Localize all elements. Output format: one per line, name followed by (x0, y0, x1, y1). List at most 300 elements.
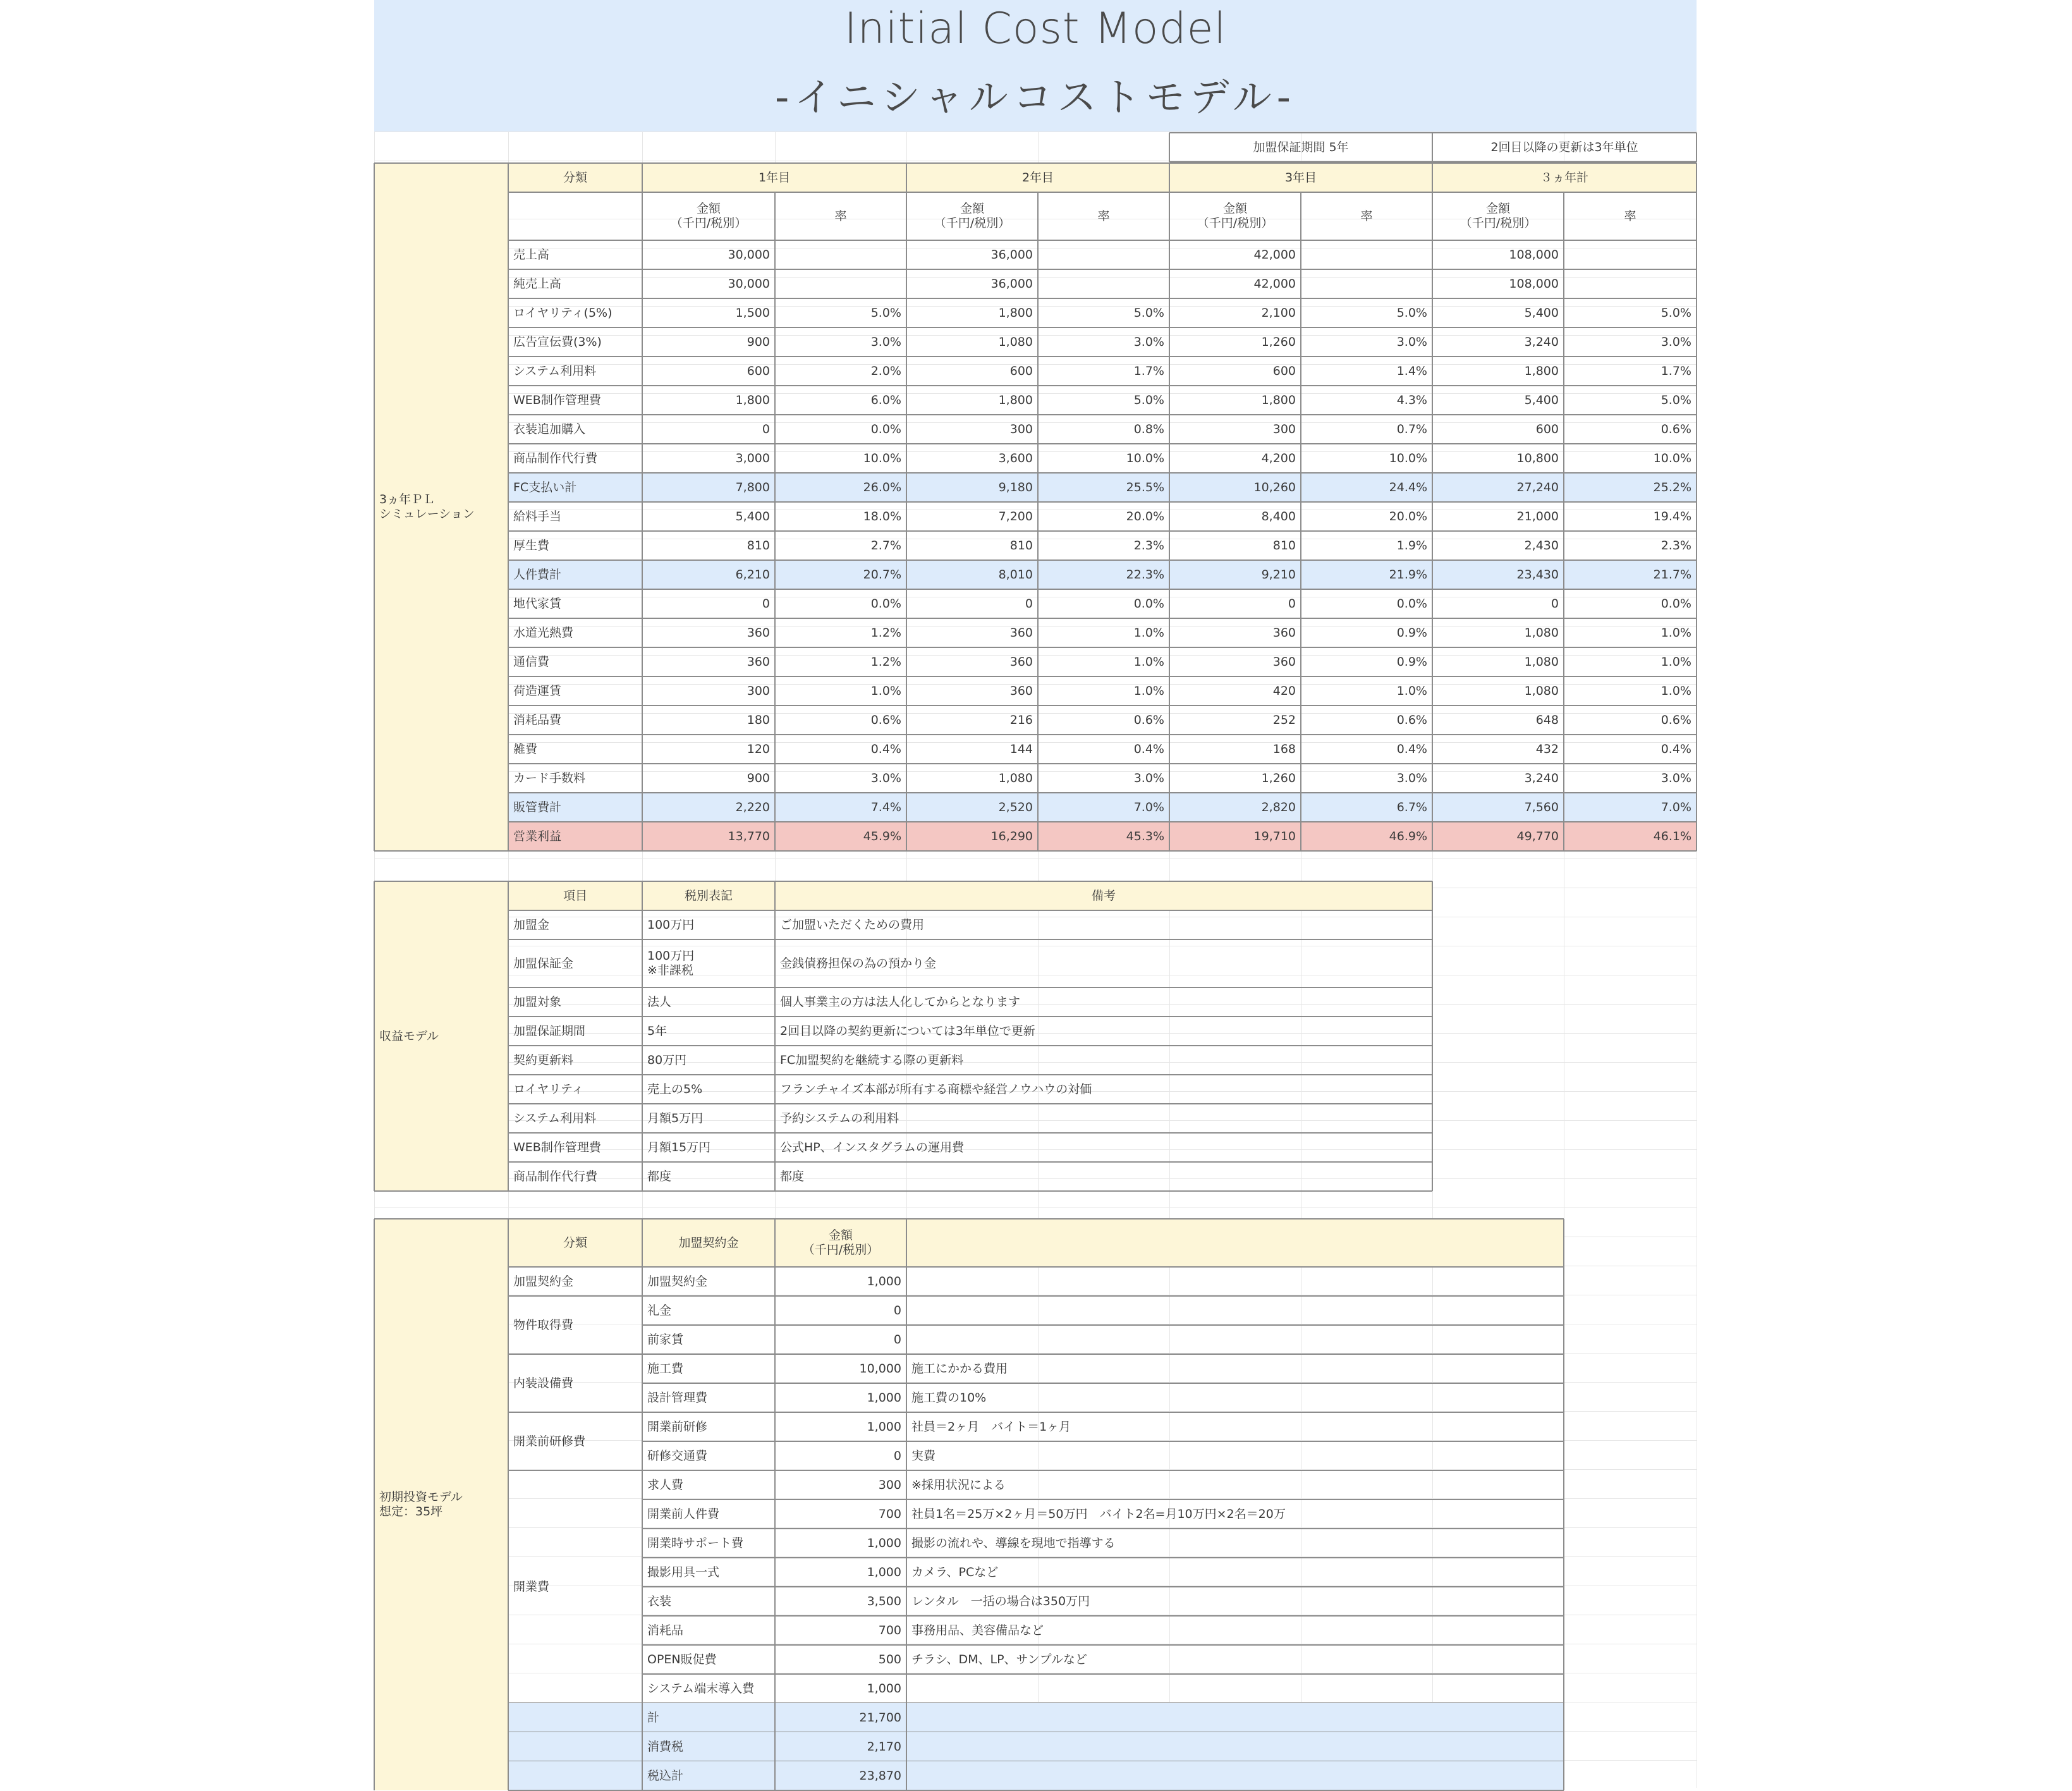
revenue-row-remarks: 公式HP、インスタグラムの運用費 (780, 1140, 964, 1154)
pl-amount-cell: 216 (1009, 712, 1033, 727)
pl-header-amount: 金額 （千円/税別） (1460, 202, 1537, 230)
pl-rate-cell: 5.0% (1396, 305, 1427, 320)
cell-border (1169, 163, 1170, 851)
pl-header-rate: 率 (834, 209, 847, 223)
cell-border (508, 850, 1697, 852)
investment-note: カメラ、PCなど (911, 1565, 999, 1579)
pl-amount-cell: 2,100 (1261, 305, 1296, 320)
cell-border (374, 850, 508, 852)
investment-note: レンタル 一括の場合は350万円 (911, 1594, 1090, 1608)
pl-amount-cell: 3,240 (1524, 771, 1559, 785)
cell-border (374, 1218, 1564, 1219)
cell-border (508, 734, 1697, 735)
pl-amount-cell: 810 (1009, 538, 1033, 553)
revenue-row-tax: 100万円 ※非課税 (647, 949, 695, 977)
investment-note: 施工費の10% (911, 1390, 987, 1405)
pl-row-label: 売上高 (513, 247, 550, 262)
investment-total-amount: 21,700 (859, 1710, 901, 1725)
pl-header-rate: 率 (1097, 209, 1110, 223)
revenue-row-tax: 法人 (647, 994, 672, 1009)
pl-amount-cell: 1,080 (998, 334, 1033, 349)
pl-rate-cell: 1.0% (870, 683, 901, 698)
note-guarantee-period: 加盟保証期間 5年 (1253, 140, 1349, 154)
pl-rate-cell (1301, 240, 1432, 269)
pl-amount-cell: 900 (747, 334, 770, 349)
pl-rate-cell: 6.7% (1396, 800, 1427, 814)
pl-amount-cell: 180 (747, 712, 770, 727)
pl-rate-cell: 0.4% (1396, 742, 1427, 756)
pl-rate-cell: 3.0% (1396, 334, 1427, 349)
pl-rate-cell: 5.0% (870, 305, 901, 320)
pl-amount-cell: 0 (1551, 596, 1559, 611)
investment-note: 社員＝2ヶ月 バイト＝1ヶ月 (911, 1419, 1071, 1434)
pl-rate-cell: 2.3% (1661, 538, 1691, 553)
page-title: Initial Cost Model (844, 4, 1227, 54)
cell-border (508, 240, 1697, 241)
cell-border (906, 163, 907, 851)
pl-amount-cell: 600 (1535, 422, 1559, 436)
pl-rate-cell: 21.9% (1389, 567, 1427, 582)
pl-rate-cell: 25.5% (1126, 480, 1164, 494)
cell-border (508, 618, 1697, 619)
pl-amount-cell: 300 (1272, 422, 1296, 436)
pl-amount-cell: 432 (1535, 742, 1559, 756)
investment-section-label: 初期投資モデル 想定：35坪 (379, 1490, 463, 1519)
cell-border (374, 1190, 508, 1192)
pl-row-label: 給料手当 (513, 509, 562, 523)
pl-amount-cell: 360 (1272, 654, 1296, 669)
investment-header-amount: 金額 （千円/税別） (802, 1228, 879, 1257)
pl-row-label: WEB制作管理費 (513, 393, 601, 407)
revenue-row-item: 加盟保証期間 (513, 1024, 586, 1038)
pl-row-label: ロイヤリティ(5%) (513, 305, 612, 320)
pl-rate-cell: 10.0% (1653, 451, 1691, 465)
pl-rate-cell: 10.0% (1126, 451, 1164, 465)
pl-row-label: 地代家賃 (513, 596, 562, 611)
pl-amount-cell: 3,600 (998, 451, 1033, 465)
pl-amount-cell: 16,290 (990, 829, 1033, 843)
investment-group-name: 開業費 (513, 1579, 550, 1594)
pl-rate-cell: 1.0% (1133, 625, 1164, 640)
pl-rate-cell: 22.3% (1126, 567, 1164, 582)
investment-amount: 0 (893, 1448, 901, 1463)
pl-amount-cell: 252 (1272, 712, 1296, 727)
cell-border (508, 821, 1697, 822)
pl-rate-cell: 46.9% (1389, 829, 1427, 843)
investment-item: 施工費 (647, 1361, 684, 1376)
investment-item: 加盟契約金 (647, 1274, 708, 1288)
cell-border (508, 763, 1697, 764)
pl-amount-cell: 600 (1009, 364, 1033, 378)
cell-border (508, 269, 1697, 270)
pl-row-label: 通信費 (513, 654, 550, 669)
pl-amount-cell: 120 (747, 742, 770, 756)
investment-amount: 1,000 (867, 1565, 901, 1579)
pl-amount-cell: 8,400 (1261, 509, 1296, 523)
cell-border (508, 792, 1697, 793)
cell-border (508, 676, 1697, 677)
pl-amount-cell: 1,260 (1261, 771, 1296, 785)
page-subtitle: -イニシャルコストモデル- (775, 74, 1296, 120)
investment-note: ※採用状況による (911, 1477, 1006, 1492)
revenue-row-tax: 100万円 (647, 917, 695, 932)
investment-amount: 300 (878, 1477, 901, 1492)
pl-amount-cell: 1,080 (1524, 654, 1559, 669)
revenue-row-tax: 80万円 (647, 1053, 687, 1067)
pl-amount-cell: 144 (1009, 742, 1033, 756)
cell-border (642, 1219, 643, 1790)
cell-border (508, 327, 1697, 328)
pl-rate-cell: 1.7% (1133, 364, 1164, 378)
pl-row-label: 水道光熱費 (513, 625, 574, 640)
pl-rate-cell: 20.0% (1389, 509, 1427, 523)
pl-rate-cell: 1.0% (1396, 683, 1427, 698)
pl-section-label: 3ヵ年ＰＬ シミュレーション (379, 492, 475, 521)
pl-amount-cell: 19,710 (1253, 829, 1296, 843)
pl-rate-cell: 1.0% (1661, 683, 1691, 698)
pl-rate-cell: 0.0% (1133, 596, 1164, 611)
cell-border (508, 559, 1697, 561)
pl-row-label: カード手数料 (513, 771, 586, 785)
pl-amount-cell: 810 (1272, 538, 1296, 553)
investment-total-label: 消費税 (647, 1739, 684, 1754)
pl-amount-cell: 360 (1009, 654, 1033, 669)
investment-note (906, 1267, 1564, 1296)
pl-amount-cell: 1,080 (1524, 625, 1559, 640)
pl-amount-cell: 1,080 (1524, 683, 1559, 698)
investment-amount: 700 (878, 1507, 901, 1521)
pl-amount-cell: 7,560 (1524, 800, 1559, 814)
investment-amount: 1,000 (867, 1390, 901, 1405)
cell-border (508, 647, 1697, 648)
pl-amount-cell: 0 (762, 422, 770, 436)
pl-amount-cell: 9,210 (1261, 567, 1296, 582)
pl-amount-cell: 1,800 (1524, 364, 1559, 378)
cell-border (508, 530, 1697, 532)
pl-row-label: システム利用料 (513, 364, 597, 378)
pl-rate-cell: 2.3% (1133, 538, 1164, 553)
investment-total-amount: 2,170 (867, 1739, 901, 1754)
pl-rate-cell: 0.6% (1396, 712, 1427, 727)
pl-row-label: 営業利益 (513, 829, 562, 843)
pl-rate-cell (775, 269, 906, 298)
pl-amount-cell: 360 (1272, 625, 1296, 640)
pl-amount-cell: 9,180 (998, 480, 1033, 494)
revenue-header-remarks: 備考 (1091, 888, 1116, 903)
revenue-row-item: WEB制作管理費 (513, 1140, 601, 1154)
investment-note: 事務用品、美容備品など (911, 1623, 1044, 1637)
pl-rate-cell: 1.2% (870, 654, 901, 669)
pl-amount-cell: 1,800 (998, 305, 1033, 320)
investment-header-category: 分類 (563, 1235, 587, 1250)
pl-rate-cell: 5.0% (1133, 393, 1164, 407)
pl-row-label: 商品制作代行費 (513, 451, 598, 465)
pl-rate-cell: 4.3% (1396, 393, 1427, 407)
investment-item: 開業前人件費 (647, 1507, 720, 1521)
pl-amount-cell: 600 (1272, 364, 1296, 378)
cell-border (642, 881, 643, 1191)
pl-amount-cell: 600 (747, 364, 770, 378)
pl-amount-cell: 168 (1272, 742, 1296, 756)
pl-row-label: 消耗品費 (513, 712, 562, 727)
pl-rate-cell: 46.1% (1653, 829, 1691, 843)
cell-border (508, 1190, 1432, 1192)
pl-rate-cell: 0.8% (1133, 422, 1164, 436)
pl-rate-cell: 1.0% (1661, 625, 1691, 640)
pl-rate-cell: 0.4% (1661, 742, 1691, 756)
cell-border (1432, 163, 1433, 851)
pl-header-year1: 1年目 (758, 170, 791, 185)
pl-rate-cell: 10.0% (863, 451, 901, 465)
pl-rate-cell: 0.9% (1396, 625, 1427, 640)
pl-amount-cell: 27,240 (1516, 480, 1559, 494)
pl-rate-cell (1038, 240, 1169, 269)
pl-rate-cell: 0.0% (870, 422, 901, 436)
pl-amount-cell: 0 (1025, 596, 1033, 611)
pl-amount-cell: 30,000 (728, 247, 770, 262)
pl-rate-cell: 3.0% (1661, 334, 1691, 349)
revenue-section-label: 収益モデル (379, 1029, 439, 1043)
pl-amount-cell: 2,820 (1261, 800, 1296, 814)
cell-border (508, 881, 509, 1191)
cell-border (508, 298, 1697, 299)
pl-header-rate: 率 (1624, 209, 1636, 223)
revenue-row-remarks: 都度 (780, 1169, 805, 1183)
pl-header-total: ３ヵ年計 (1540, 170, 1588, 185)
cell-border (1432, 133, 1433, 162)
cell-border (374, 1219, 375, 1790)
investment-item: 衣装 (647, 1594, 672, 1608)
pl-rate-cell: 0.6% (1133, 712, 1164, 727)
pl-row-label: 広告宣伝費(3%) (513, 334, 602, 349)
revenue-row-remarks: FC加盟契約を継続する際の更新料 (780, 1053, 964, 1067)
pl-rate-cell: 1.0% (1133, 654, 1164, 669)
investment-total-amount: 23,870 (859, 1768, 901, 1783)
cell-border (774, 192, 776, 851)
cell-border (508, 163, 509, 851)
pl-row-label: 人件費計 (513, 567, 562, 582)
pl-rate-cell: 3.0% (870, 771, 901, 785)
cell-border (508, 414, 1697, 415)
revenue-row-tax: 月額15万円 (647, 1140, 711, 1154)
pl-rate-cell (1564, 269, 1697, 298)
investment-item: 開業前研修 (647, 1419, 708, 1434)
pl-amount-cell: 6,210 (735, 567, 770, 582)
pl-amount-cell: 1,260 (1261, 334, 1296, 349)
pl-amount-cell: 4,200 (1261, 451, 1296, 465)
investment-item: システム端末導入費 (647, 1681, 755, 1696)
cell-border (374, 881, 375, 1191)
investment-group-name: 開業前研修費 (513, 1434, 586, 1448)
pl-amount-cell: 108,000 (1509, 276, 1559, 291)
pl-amount-cell: 1,080 (998, 771, 1033, 785)
cell-border (1037, 192, 1039, 851)
pl-rate-cell (1301, 269, 1432, 298)
pl-rate-cell: 0.0% (1396, 596, 1427, 611)
cell-border (1169, 133, 1170, 162)
investment-amount: 1,000 (867, 1419, 901, 1434)
pl-row-label: 荷造運賃 (513, 683, 562, 698)
pl-rate-cell (775, 240, 906, 269)
pl-amount-cell: 8,010 (998, 567, 1033, 582)
pl-rate-cell: 0.4% (870, 742, 901, 756)
pl-rate-cell: 1.2% (870, 625, 901, 640)
pl-rate-cell: 0.0% (1661, 596, 1691, 611)
revenue-row-item: 商品制作代行費 (513, 1169, 598, 1183)
pl-header-amount: 金額 （千円/税別） (1197, 202, 1274, 230)
cell-border (508, 443, 1697, 444)
pl-rate-cell: 7.0% (1133, 800, 1164, 814)
cell-border (1432, 881, 1433, 1191)
revenue-row-remarks: 金銭債務担保の為の預かり金 (780, 956, 937, 970)
investment-amount: 10,000 (859, 1361, 901, 1376)
pl-amount-cell: 42,000 (1253, 247, 1296, 262)
investment-item: 礼金 (647, 1303, 672, 1317)
pl-amount-cell: 13,770 (728, 829, 770, 843)
investment-total-label: 計 (647, 1710, 660, 1725)
revenue-row-tax: 売上の5% (647, 1082, 703, 1096)
title-banner (374, 0, 1697, 131)
pl-amount-cell: 7,800 (735, 480, 770, 494)
pl-rate-cell: 5.0% (1661, 393, 1691, 407)
pl-amount-cell: 1,500 (735, 305, 770, 320)
pl-rate-cell: 3.0% (1661, 771, 1691, 785)
revenue-row-item: 契約更新料 (513, 1053, 574, 1067)
pl-amount-cell: 420 (1272, 683, 1296, 698)
pl-amount-cell: 3,000 (735, 451, 770, 465)
pl-amount-cell: 2,430 (1524, 538, 1559, 553)
investment-group-name: 物件取得費 (513, 1317, 574, 1332)
cell-border (1696, 163, 1697, 851)
revenue-row-item: 加盟保証金 (513, 956, 574, 970)
investment-note (906, 1325, 1564, 1354)
pl-amount-cell: 1,800 (735, 393, 770, 407)
cell-border (774, 881, 776, 1191)
pl-amount-cell: 360 (747, 654, 770, 669)
pl-rate-cell: 26.0% (863, 480, 901, 494)
pl-amount-cell: 10,800 (1516, 451, 1559, 465)
pl-rate-cell: 0.4% (1133, 742, 1164, 756)
cell-border (374, 163, 375, 851)
investment-note: チラシ、DM、LP、サンプルなど (911, 1652, 1087, 1666)
pl-rate-cell: 45.3% (1126, 829, 1164, 843)
pl-row-label: 雑費 (513, 742, 538, 756)
pl-rate-cell: 0.7% (1396, 422, 1427, 436)
pl-rate-cell: 3.0% (1133, 334, 1164, 349)
pl-rate-cell: 5.0% (1133, 305, 1164, 320)
cell-border (1563, 192, 1564, 851)
pl-rate-cell: 0.6% (1661, 422, 1691, 436)
cell-border (374, 881, 1432, 882)
investment-amount: 500 (878, 1652, 901, 1666)
pl-amount-cell: 360 (747, 625, 770, 640)
pl-amount-cell: 1,800 (998, 393, 1033, 407)
pl-amount-cell: 5,400 (735, 509, 770, 523)
pl-amount-cell: 10,260 (1253, 480, 1296, 494)
pl-amount-cell: 810 (747, 538, 770, 553)
pl-rate-cell: 3.0% (1133, 771, 1164, 785)
investment-item: 開業時サポート費 (647, 1536, 744, 1550)
pl-amount-cell: 1,800 (1261, 393, 1296, 407)
pl-amount-cell: 360 (1009, 683, 1033, 698)
investment-note: 撮影の流れや、導線を現地で指導する (911, 1536, 1116, 1550)
cell-border (508, 192, 1697, 193)
pl-amount-cell: 49,770 (1516, 829, 1559, 843)
pl-header-category: 分類 (563, 170, 587, 185)
revenue-row-tax: 5年 (647, 1024, 667, 1038)
cell-border (508, 385, 1697, 386)
cell-border (374, 162, 1697, 164)
pl-header-rate: 率 (1360, 209, 1373, 223)
investment-group-name: 加盟契約金 (513, 1274, 574, 1288)
investment-total-label: 税込計 (647, 1768, 684, 1783)
pl-amount-cell: 23,430 (1516, 567, 1559, 582)
pl-rate-cell: 5.0% (1661, 305, 1691, 320)
pl-rate-cell: 2.0% (870, 364, 901, 378)
pl-rate-cell: 1.7% (1661, 364, 1691, 378)
pl-rate-cell: 0.6% (1661, 712, 1691, 727)
revenue-row-remarks: 個人事業主の方は法人化してからとなります (780, 994, 1021, 1009)
pl-amount-cell: 5,400 (1524, 393, 1559, 407)
pl-amount-cell: 36,000 (990, 276, 1033, 291)
cell-border (906, 1219, 907, 1790)
cell-border (642, 163, 643, 851)
pl-amount-cell: 21,000 (1516, 509, 1559, 523)
pl-row-label: 販管費計 (513, 800, 562, 814)
pl-header-amount: 金額 （千円/税別） (934, 202, 1011, 230)
pl-rate-cell: 1.0% (1133, 683, 1164, 698)
pl-amount-cell: 36,000 (990, 247, 1033, 262)
pl-rate-cell (1564, 240, 1697, 269)
pl-amount-cell: 108,000 (1509, 247, 1559, 262)
pl-amount-cell: 7,200 (998, 509, 1033, 523)
investment-amount: 0 (893, 1303, 901, 1317)
investment-amount: 3,500 (867, 1594, 901, 1608)
revenue-row-tax: 月額5万円 (647, 1111, 704, 1125)
investment-item: 設計管理費 (647, 1390, 708, 1405)
cell-border (1696, 133, 1697, 162)
pl-amount-cell: 300 (747, 683, 770, 698)
revenue-row-item: システム利用料 (513, 1111, 597, 1125)
investment-item: 撮影用具一式 (647, 1565, 720, 1579)
pl-rate-cell: 3.0% (870, 334, 901, 349)
revenue-row-item: 加盟金 (513, 917, 550, 932)
investment-amount: 1,000 (867, 1681, 901, 1696)
pl-header-year2: 2年目 (1021, 170, 1054, 185)
pl-rate-cell (1038, 269, 1169, 298)
investment-item: 研修交通費 (647, 1448, 708, 1463)
pl-row-label: 衣装追加購入 (513, 422, 586, 436)
investment-note (906, 1674, 1564, 1703)
investment-amount: 0 (893, 1332, 901, 1347)
investment-amount: 1,000 (867, 1536, 901, 1550)
cell-border (1169, 132, 1697, 133)
revenue-header-tax: 税別表記 (684, 888, 733, 903)
cell-border (1300, 192, 1301, 851)
pl-rate-cell: 45.9% (863, 829, 901, 843)
pl-rate-cell: 10.0% (1389, 451, 1427, 465)
pl-amount-cell: 3,240 (1524, 334, 1559, 349)
revenue-row-remarks: フランチャイズ本部が所有する商標や経営ノウハウの対価 (780, 1082, 1092, 1096)
pl-rate-cell: 20.7% (863, 567, 901, 582)
pl-rate-cell: 25.2% (1653, 480, 1691, 494)
revenue-header-item: 項目 (563, 888, 587, 903)
pl-rate-cell: 0.9% (1396, 654, 1427, 669)
pl-rate-cell: 6.0% (870, 393, 901, 407)
pl-rate-cell: 24.4% (1389, 480, 1427, 494)
pl-amount-cell: 30,000 (728, 276, 770, 291)
pl-rate-cell: 18.0% (863, 509, 901, 523)
